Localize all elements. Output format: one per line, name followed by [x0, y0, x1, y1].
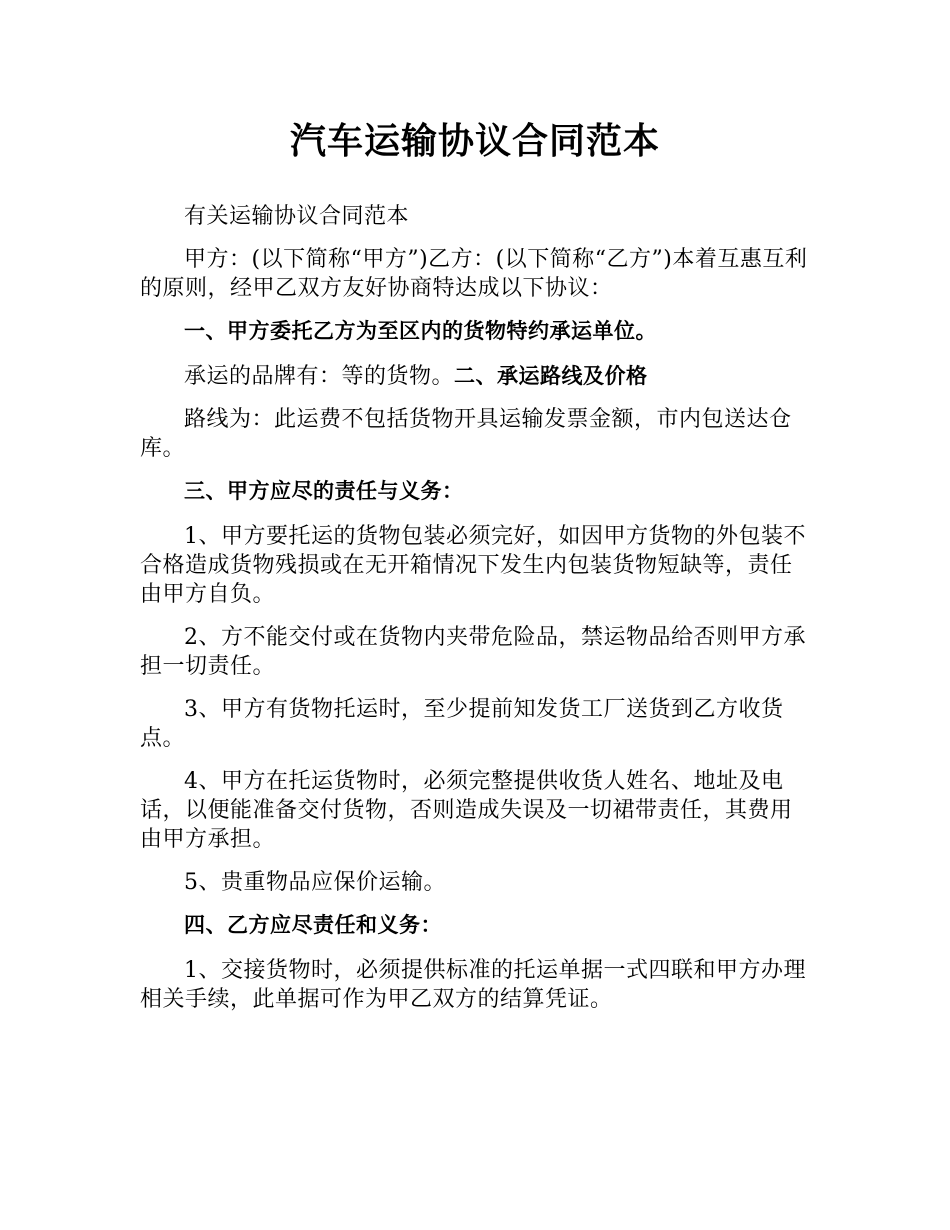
party-a-duty-1: 1、甲方要托运的货物包装必须完好，如因甲方货物的外包装不合格造成货物残损或在无开箱情况下发生内包装货物短缺等，责任由甲方自负。 [140, 524, 806, 607]
party-b-duty-1: 1、交接货物时，必须提供标准的托运单据一式四联和甲方办理相关手续，此单据可作为甲乙双方的结算凭证。 [140, 958, 806, 1012]
brands-paragraph [140, 362, 812, 391]
section-heading-3: 三、甲方应尽的责任与义务： [184, 479, 464, 503]
section-heading-4: 四、乙方应尽责任和义务： [184, 913, 442, 937]
party-a-duty-4: 4、甲方在托运货物时，必须完整提供收货人姓名、地址及电话，以便能准备交付货物，否则造成失误及一切裙带责任，其费用由甲方承担。 [140, 769, 793, 852]
party-a-duty-5: 5、贵重物品应保价运输。 [184, 870, 446, 895]
section-heading-1: 一、甲方委托乙方为至区内的货物特约承运单位。 [184, 319, 657, 343]
party-a-duty-3: 3、甲方有货物托运时，至少提前知发货工厂送货到乙方收货点。 [140, 697, 784, 751]
route-paragraph: 路线为：此运费不包括货物开具运输发票金额，市内包送达仓库。 [140, 407, 792, 461]
document-title: 汽车运输协议合同范本 [289, 121, 660, 162]
parties-paragraph: 甲方：(以下简称“甲方”)乙方：(以下简称“乙方”)本着互惠互利的原则，经甲乙双方友好协商特达成以下协议： [140, 247, 808, 301]
document-body [140, 202, 812, 1028]
party-a-duty-2: 2、方不能交付或在货物内夹带危险品，禁运物品给否则甲方承担一切责任。 [140, 625, 806, 679]
brands-text: 承运的品牌有：等的货物。 [184, 364, 455, 389]
intro-paragraph: 有关运输协议合同范本 [184, 204, 410, 229]
section-heading-2: 二、承运路线及价格 [454, 364, 648, 388]
